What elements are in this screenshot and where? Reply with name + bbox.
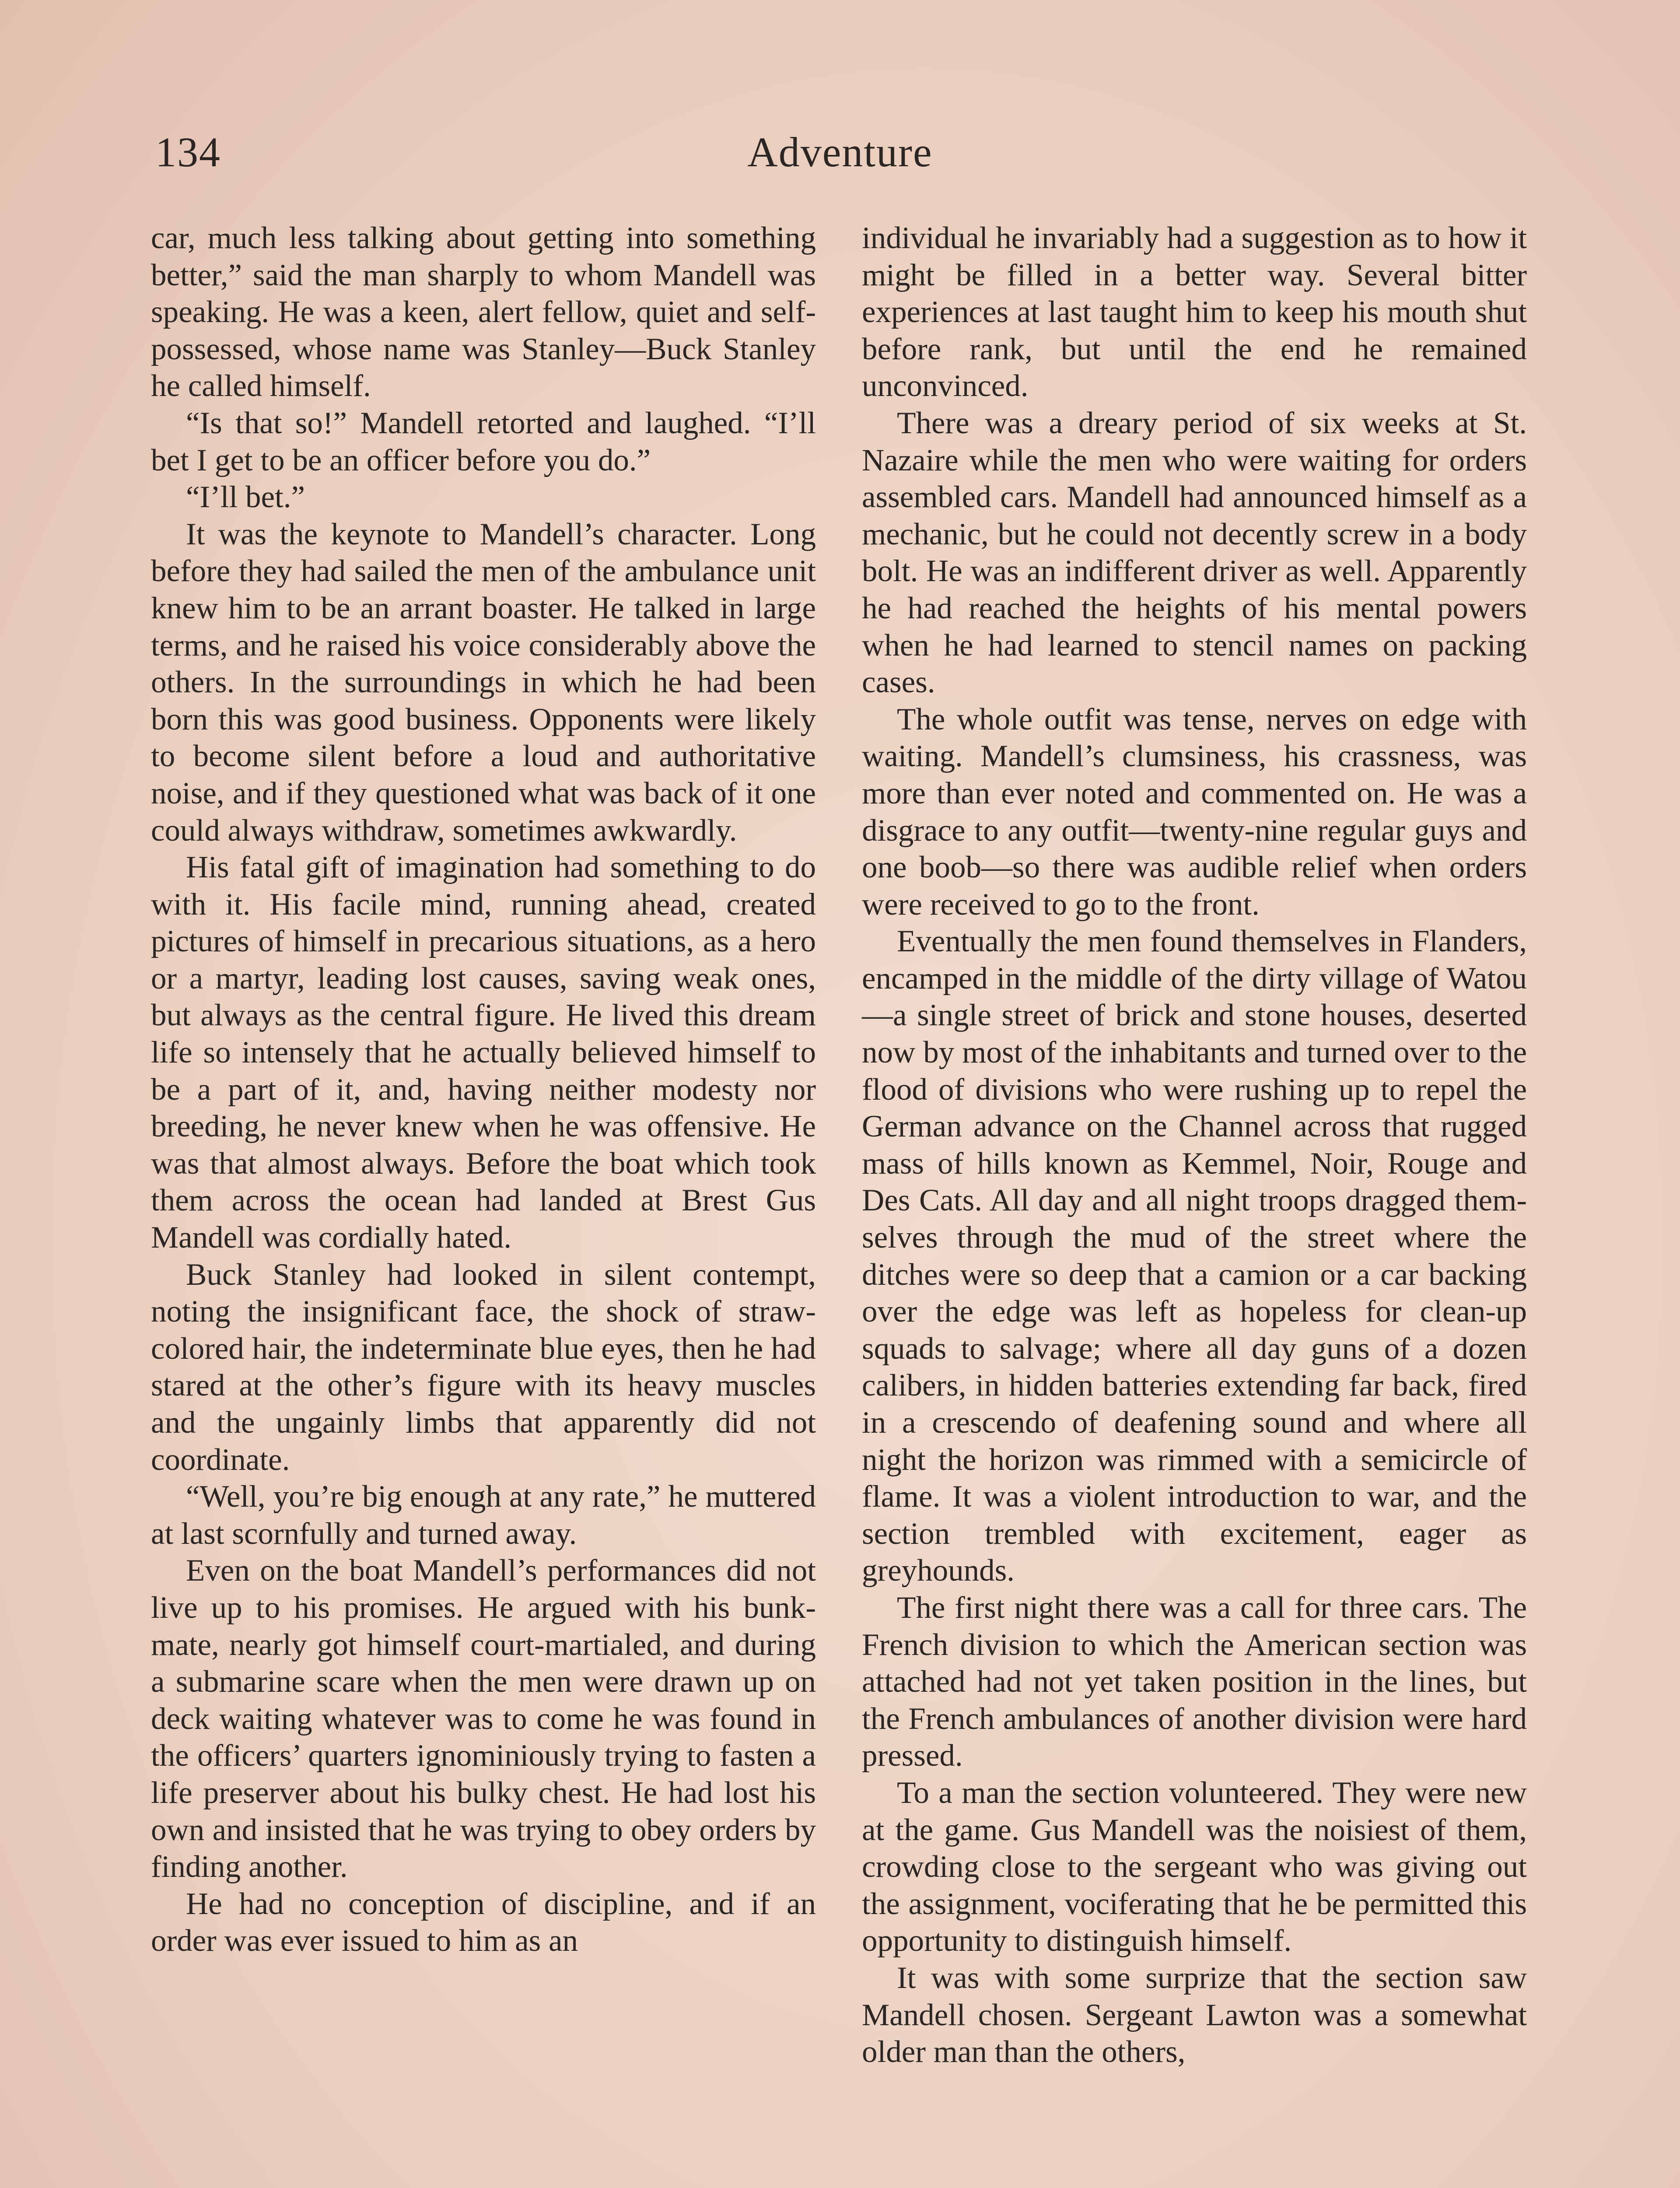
paragraph: To a man the section volunteered. They were new at the game. Gus Mandell was the noisiest of them, crowding close to the sergeant who was giving out the assignment, vociferating that he be permitted this opportunity to distinguish himself. <box>862 1775 1527 1958</box>
paragraph: Eventually the men found themselves in Flanders, encamped in the middle of the dirty village of Watou—a single street of brick and stone houses, deserted now by most of the inhabitants and turned over to the flood of divisions who were rushing up to repel the German advance on the Channel across that rugged mass of hills known as Kemmel, Noir, Rouge and Des Cats. All day and all night troops dragged themselves through the mud of the street where the ditches were so deep that a camion or a car backing over the edge was left as hopeless for clean-up squads to salvage; where all day guns of a dozen calibers, in hidden batteries extending far back, fired in a crescendo of deafening sound and where all night the horizon was rimmed with a semicircle of flame. It was a violent introduction to war, and the section trembled with excitement, eager as greyhounds. <box>862 924 1527 1588</box>
paragraph: Even on the boat Mandell’s performances did not live up to his promises. He argued with his bunk-mate, nearly got himself court-martialed, and during a submarine scare when the men were drawn up on deck waiting whatever was to come he was found in the officers’ quarters ignominiously trying to fasten a life preserver about his bulky chest. He had lost his own and insisted that he was trying to obey orders by finding another. <box>151 1553 816 1884</box>
running-title: Adventure <box>747 129 933 175</box>
paragraph: He had no conception of discipline, and if an order was ever issued to him as an <box>151 1886 816 1958</box>
paragraph: It was the keynote to Mandell’s character. Long before they had sailed the men of the ambulance unit knew him to be an arrant boaster. He talked in large terms, and he raised his voice considerably above the others. In the surroundings in which he had been born this was good business. Opponents were likely to become silent before a loud and authoritative noise, and if they questioned what was back of it one could always withdraw, sometimes awkwardly. <box>151 517 816 848</box>
paragraph: It was with some surprize that the section saw Mandell chosen. Sergeant Lawton was a somewhat older man than the others, <box>862 1960 1527 2069</box>
paragraph: individual he invariably had a suggestion as to how it might be filled in a better way. Several bitter experiences at last taught him to keep his mouth shut before rank, but until the end he remained unconvinced. <box>862 221 1527 403</box>
right-text-column <box>862 220 1527 2071</box>
left-text-column <box>151 220 816 1960</box>
paragraph: Buck Stanley had looked in silent contempt, noting the insignificant face, the shock of straw-colored hair, the indeterminate blue eyes, then he had stared at the other’s figure with its heavy muscles and the ungainly limbs that apparently did not coordinate. <box>151 1257 816 1477</box>
paragraph: His fatal gift of imagination had something to do with it. His facile mind, running ahead, created pictures of himself in precarious situations, as a hero or a martyr, leading lost causes, saving weak ones, but always as the central figure. He lived this dream life so intensely that he actually believed himself to be a part of it, and, having neither modesty nor breeding, he never knew when he was offensive. He was that almost always. Before the boat which took them across the ocean had landed at Brest Gus Mandell was cordially hated. <box>151 850 816 1255</box>
paragraph: The whole outfit was tense, nerves on edge with waiting. Mandell’s clumsiness, his crassness, was more than ever noted and commented on. He was a disgrace to any outfit—twenty-nine regular guys and one boob—so there was audible relief when orders were received to go to the front. <box>862 702 1527 922</box>
page-number: 134 <box>155 129 221 175</box>
paragraph: “Is that so!” Mandell retorted and laughed. “I’ll bet I get to be an officer before you do.” <box>151 406 816 477</box>
paragraph: There was a dreary period of six weeks at St. Nazaire while the men who were waiting for orders assembled cars. Mandell had announced himself as a mechanic, but he could not decently screw in a body bolt. He was an indifferent driver as well. Apparently he had reached the heights of his mental powers when he had learned to stencil names on packing cases. <box>862 406 1527 700</box>
paragraph: car, much less talking about getting into something better,” said the man sharply to whom Mandell was speaking. He was a keen, alert fellow, quiet and self-possessed, whose name was Stanley—Buck Stanley he called himself. <box>151 221 816 403</box>
paragraph: The first night there was a call for three cars. The French division to which the American section was attached had not yet taken position in the lines, but the French ambulances of another division were hard pressed. <box>862 1590 1527 1773</box>
paragraph: “I’ll bet.” <box>186 480 305 515</box>
paragraph: “Well, you’re big enough at any rate,” he muttered at last scornfully and turned away. <box>151 1480 816 1551</box>
